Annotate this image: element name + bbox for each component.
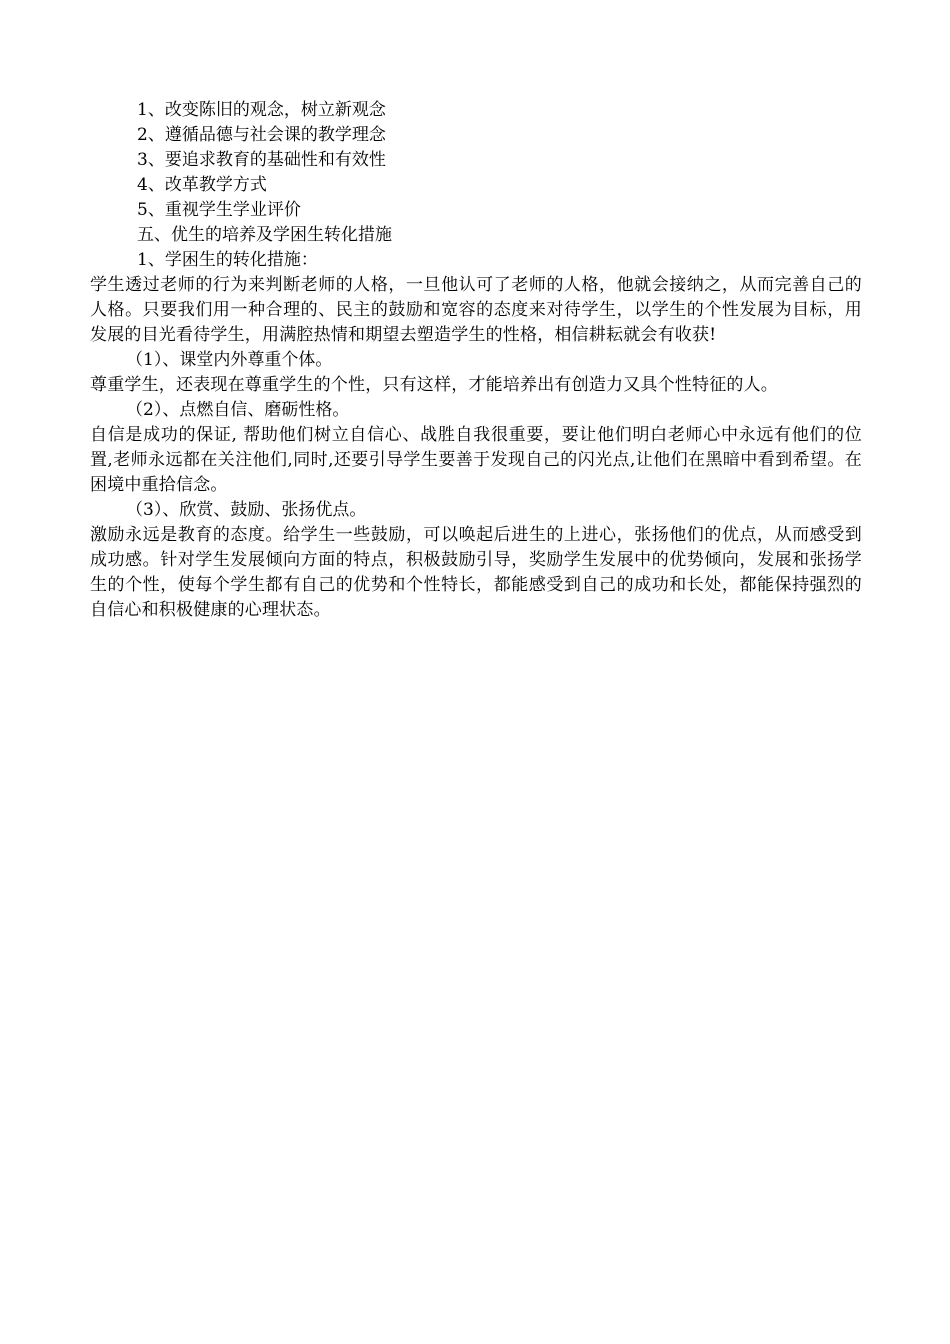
list-item: 2、遵循品德与社会课的教学理念	[137, 125, 386, 145]
point-heading: （3）、欣赏、鼓励、张扬优点。	[126, 500, 367, 520]
point-body: 自信是成功的保证, 帮助他们树立自信心、战胜自我很重要，要让他们明白老师心中永远有他们的位置,老师永远都在关注他们,同时,还要引导学生要善于发现自己的闪光点,让他们在黑暗中看到希望。在困境中重拾信念。	[90, 425, 862, 495]
list-item: 4、改革教学方式	[137, 175, 267, 195]
point-heading: （1）、课堂内外尊重个体。	[126, 350, 333, 370]
point-heading: （2）、点燃自信、磨砺性格。	[126, 400, 350, 420]
document-page	[90, 98, 862, 623]
intro-paragraph: 学生透过老师的行为来判断老师的人格，一旦他认可了老师的人格，他就会接纳之，从而完善自己的人格。只要我们用一种合理的、民主的鼓励和宽容的态度来对待学生，以学生的个性发展为目标，用发展的目光看待学生，用满腔热情和期望去塑造学生的性格，相信耕耘就会有收获!	[90, 275, 862, 345]
list-item: 3、要追求教育的基础性和有效性	[137, 150, 386, 170]
list-item: 1、改变陈旧的观念，树立新观念	[137, 100, 386, 120]
subsection-heading: 1、学困生的转化措施：	[137, 250, 318, 270]
point-body: 激励永远是教育的态度。给学生一些鼓励，可以唤起后进生的上进心，张扬他们的优点，从而感受到成功感。针对学生发展倾向方面的特点，积极鼓励引导，奖励学生发展中的优势倾向，发展和张扬学生的个性，使每个学生都有自己的优势和个性特长，都能感受到自己的成功和长处，都能保持强烈的自信心和积极健康的心理状态。	[90, 525, 862, 620]
section-heading: 五、优生的培养及学困生转化措施	[137, 225, 392, 245]
list-item: 5、重视学生学业评价	[137, 200, 301, 220]
point-body: 尊重学生，还表现在尊重学生的个性，只有这样，才能培养出有创造力又具个性特征的人。	[90, 375, 778, 395]
